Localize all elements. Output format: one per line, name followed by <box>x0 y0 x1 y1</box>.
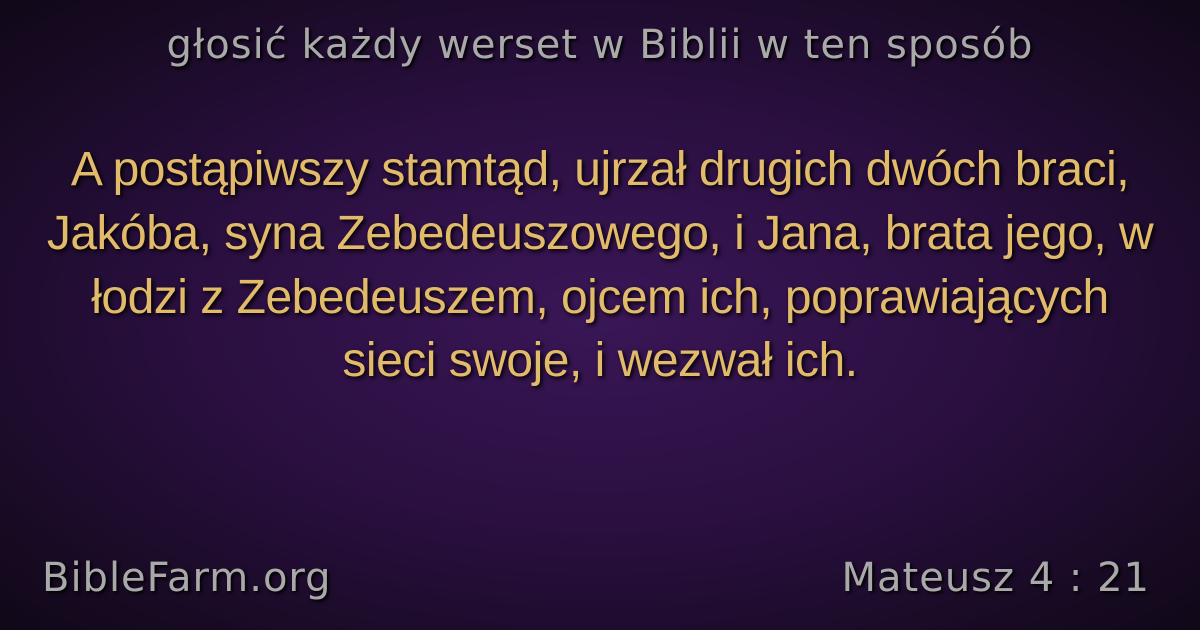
site-name: BibleFarm.org <box>42 555 332 601</box>
verse-reference: Mateusz 4 : 21 <box>841 555 1150 601</box>
verse-text: A postąpiwszy stamtąd, ujrzał drugich dwóch braci, Jakóba, syna Zebedeuszowego, i Jana, brata jego, w łodzi z Zebedeuszem, ojcem ich, poprawiających sieci swoje, i wezwał ich. <box>46 143 1154 388</box>
tagline: głosić każdy werset w Biblii w ten sposób <box>166 22 1034 68</box>
